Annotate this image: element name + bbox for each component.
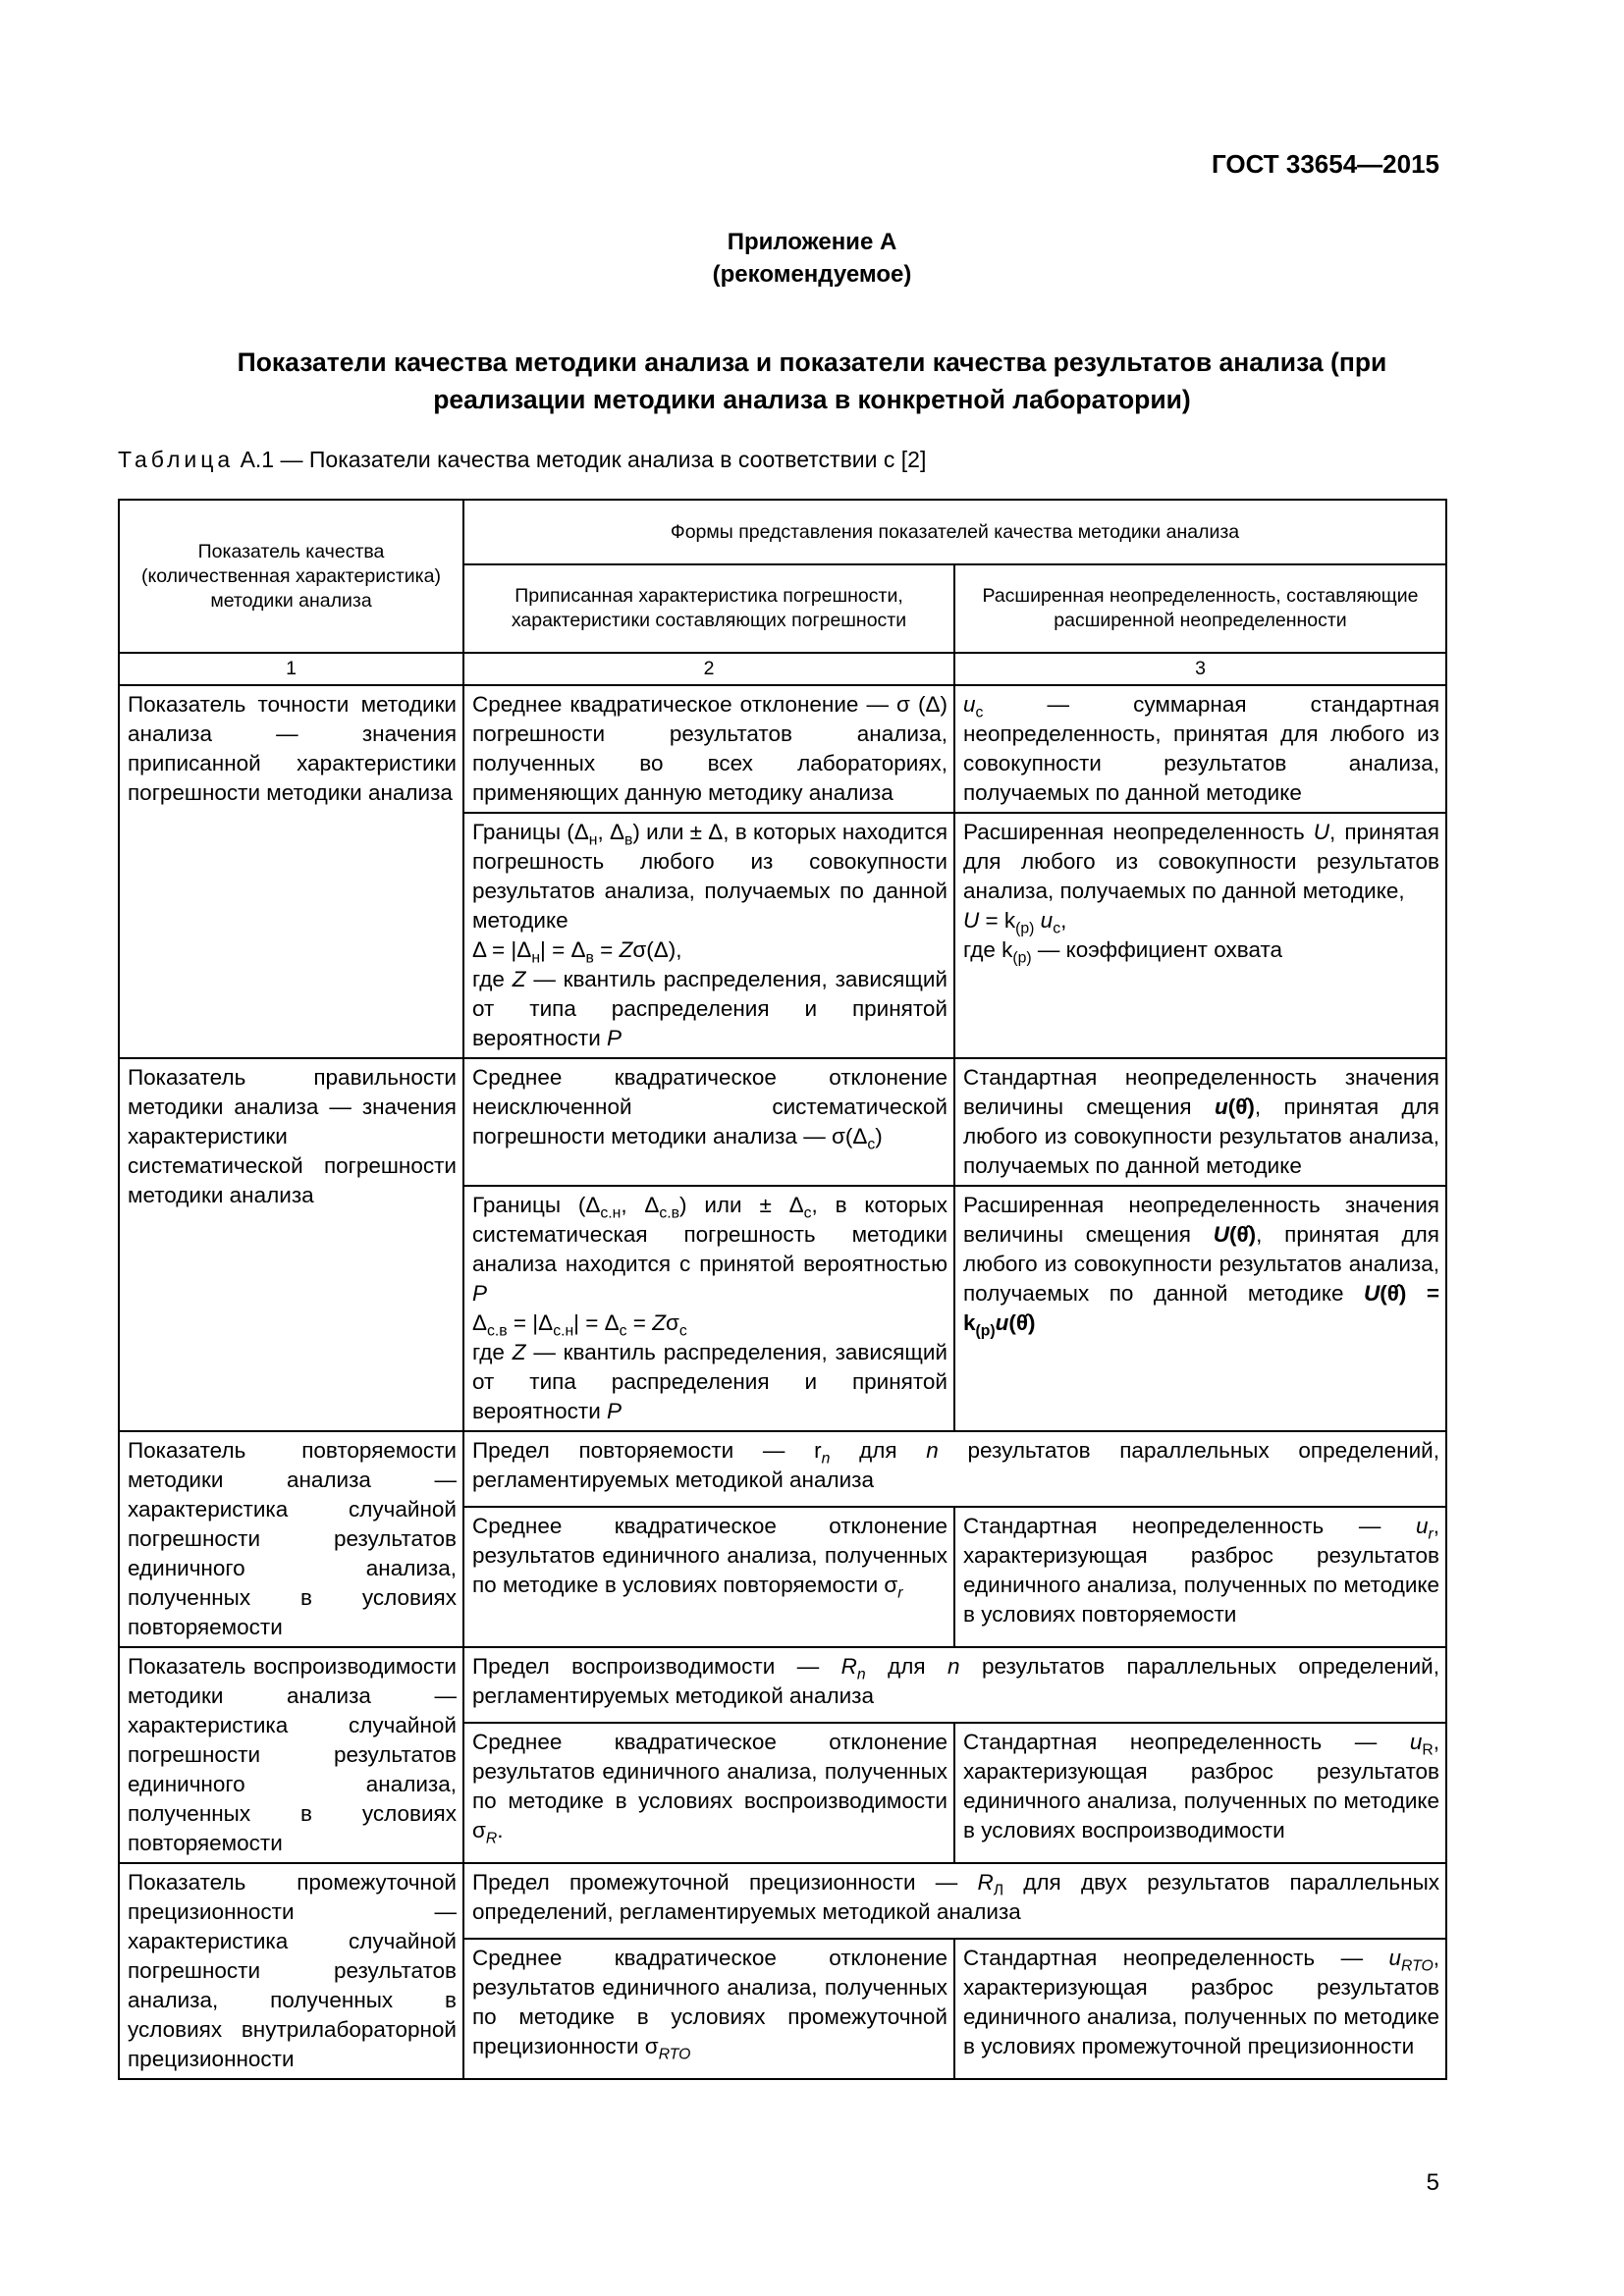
repeatability-limit: Предел повторяемости — $r_n$ для n результатов параллельных определений, регламентируемых методикой анализа: [463, 1431, 1446, 1507]
page-number: 5: [1426, 2169, 1439, 2196]
intermediate-limit: Предел промежуточной прецизионности — $R_Л$ для двух результатов параллельных определений, регламентируемых методикой анализа: [463, 1863, 1446, 1939]
reproducibility-indicator: Показатель воспроизводимости методики анализа — характеристика случайной погрешности результатов единичного анализа, полученных в условиях повторяемости: [119, 1647, 463, 1863]
trueness-sd: Среднее квадратическое отклонение неисключенной систематической погрешности методики анализа — $\sigma(\Delta_с)$: [463, 1058, 954, 1186]
column-number-1: 1: [119, 653, 463, 685]
header-forms: Формы представления показателей качества методики анализа: [463, 500, 1446, 564]
table-caption-text: А.1 — Показатели качества методик анализа в соответствии с [2]: [240, 447, 927, 472]
appendix-title: Приложение А: [727, 229, 897, 255]
section-heading-line2: реализации методики анализа в конкретной лаборатории): [433, 385, 1191, 414]
accuracy-limits: Границы ($\Delta_н$, $\Delta_в$) или ± Δ, в которых находится погрешность любого из совокупности результатов анализа, получаемых по данной методике $\Delta = |\Delta_н| = \Delta_в = Z\sigma(\Delta)$, где Z — квантиль распределения, зависящий от типа распределения и принятой вероятности Р: [463, 813, 954, 1058]
trueness-limits: Границы ($\Delta_{с.н}$, $\Delta_{с.в}$) или ± $\Delta_с$, в которых систематическая погрешность методики анализа находится с принятой вероятностью Р $\Delta_{с.в} = |\Delta_{с.н}| = \Delta_с = Z\sigma_с$ где Z — квантиль распределения, зависящий от типа распределения и принятой вероятности Р: [463, 1186, 954, 1431]
trueness-indicator: Показатель правильности методики анализа — значения характеристики систематической погрешности методики анализа: [119, 1058, 463, 1431]
accuracy-row-a: [119, 685, 1446, 813]
column-number-3: 3: [954, 653, 1446, 685]
header-indicator: Показатель качества (количественная характеристика) методики анализа: [119, 500, 463, 653]
trueness-delta-formula: $\Delta_{с.в} = |\Delta_{с.н}| = \Delta_с = Z\sigma_с$: [472, 1310, 687, 1340]
appendix-subtitle: (рекомендуемое): [712, 261, 912, 288]
trueness-expanded-uncertainty: Расширенная неопределенность значения величины смещения U(θ̂), принятая для любого из совокупности результатов анализа, получаемых по данной методике U(θ̂) = $k_{(р)}u(\thetâ)$: [954, 1186, 1446, 1431]
accuracy-combined-uncertainty: $u_с$ — суммарная стандартная неопределенность, принятая для любого из совокупности результатов анализа, получаемых по данной методике: [954, 685, 1446, 813]
column-numbers-row: [119, 653, 1446, 685]
header-expanded-uncertainty: Расширенная неопределенность, составляющие расширенной неопределенности: [954, 564, 1446, 653]
repeatability-uncertainty: Стандартная неопределенность — $u_r$, характеризующая разброс результатов единичного анализа, полученных по методике в условиях повторяемости: [954, 1507, 1446, 1647]
trueness-row-a: [119, 1058, 1446, 1186]
quality-indicators-table: [118, 499, 1447, 2080]
column-number-2: 2: [463, 653, 954, 685]
reproducibility-row-a: [119, 1647, 1446, 1723]
intermediate-indicator: Показатель промежуточной прецизионности — характеристика случайной погрешности результатов анализа, полученных в условиях внутрилабораторной прецизионности: [119, 1863, 463, 2079]
reproducibility-limit: Предел воспроизводимости — $R_n$ для n результатов параллельных определений, регламентируемых методикой анализа: [463, 1647, 1446, 1723]
section-heading: [147, 344, 1477, 418]
header-row: [119, 500, 1446, 564]
reproducibility-uncertainty: Стандартная неопределенность — $u_R$, характеризующая разброс результатов единичного анализа, полученных по методике в условиях воспроизводимости: [954, 1723, 1446, 1863]
accuracy-expanded-uncertainty: Расширенная неопределенность U, принятая для любого из совокупности результатов анализа, получаемых по данной методике, $U = k_{(р)}$ $u_с$, где $k_{(р)}$ — коэффициент охвата: [954, 813, 1446, 1058]
table-caption-prefix: Таблица: [118, 447, 235, 472]
intermediate-uncertainty: Стандартная неопределенность — $u_{RTO}$, характеризующая разброс результатов единичного анализа, полученных по методике в условиях промежуточной прецизионности: [954, 1939, 1446, 2079]
appendix-heading: [0, 226, 1624, 291]
repeatability-row-a: [119, 1431, 1446, 1507]
header-error-characteristic: Приписанная характеристика погрешности, характеристики составляющих погрешности: [463, 564, 954, 653]
trueness-standard-uncertainty: Стандартная неопределенность значения величины смещения u(θ̂), принятая для любого из совокупности результатов анализа, получаемых по данной методике: [954, 1058, 1446, 1186]
repeatability-sd: Среднее квадратическое отклонение результатов единичного анализа, полученных по методике в условиях повторяемости $\sigma_r$: [463, 1507, 954, 1647]
accuracy-delta-formula: $\Delta = |\Delta_н| = \Delta_в = Z\sigma(\Delta)$,: [472, 937, 682, 967]
repeatability-indicator: Показатель повторяемости методики анализа — характеристика случайной погрешности результатов единичного анализа, полученных в условиях повторяемости: [119, 1431, 463, 1647]
section-heading-line1: Показатели качества методики анализа и показатели качества результатов анализа (при: [237, 347, 1387, 377]
document-code: ГОСТ 33654—2015: [1212, 149, 1439, 179]
accuracy-indicator: Показатель точности методики анализа — значения приписанной характеристики погрешности методики анализа: [119, 685, 463, 1058]
intermediate-row-a: [119, 1863, 1446, 1939]
intermediate-sd: Среднее квадратическое отклонение результатов единичного анализа, полученных по методике в условиях промежуточной прецизионности $\sigma_{RTO}$: [463, 1939, 954, 2079]
accuracy-sd: Среднее квадратическое отклонение — σ (Δ) погрешности результатов анализа, полученных во всех лабораториях, применяющих данную методику анализа: [463, 685, 954, 813]
reproducibility-sd: Среднее квадратическое отклонение результатов единичного анализа, полученных по методике в условиях воспроизводимости $\sigma_R$.: [463, 1723, 954, 1863]
table-caption: [118, 447, 926, 473]
accuracy-u-formula: $U = k_{(р)}$ $u_с$,: [963, 908, 1067, 937]
